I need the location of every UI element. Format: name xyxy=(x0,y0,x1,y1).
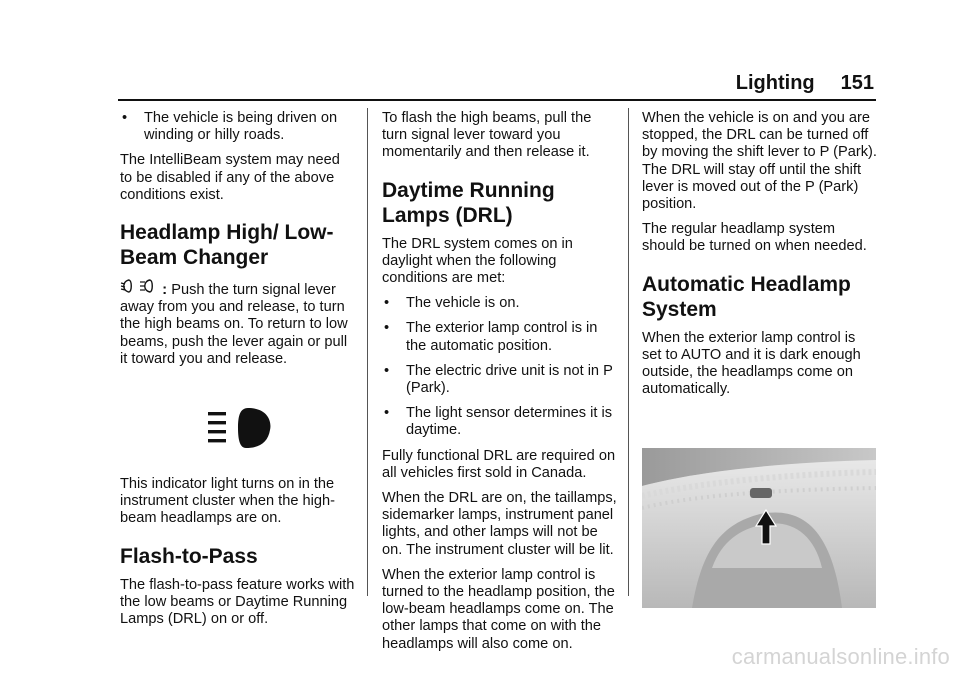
paragraph: When the exterior lamp control is set to AUTO and it is dark enough outside, the headlamps come on automatically. xyxy=(642,329,861,398)
paragraph: When the DRL are on, the taillamps, sidemarker lamps, instrument panel lights, and other lamps will not be on. The instrument cluster will be lit. xyxy=(382,490,617,558)
section-heading: Automatic Headlamp System xyxy=(642,272,851,321)
bullet-symbol: • xyxy=(384,295,390,312)
list-item xyxy=(382,405,618,439)
header-rule xyxy=(118,99,876,101)
bullet-symbol: • xyxy=(122,110,128,126)
list-item xyxy=(382,320,618,354)
list-item xyxy=(120,110,356,144)
column-3 xyxy=(642,110,878,608)
section-title: Lighting xyxy=(735,72,815,94)
bullet-symbol: • xyxy=(384,362,390,379)
icon-separator: : xyxy=(162,281,168,299)
light-sensor-photo xyxy=(642,448,876,608)
page-header xyxy=(736,72,874,95)
list-item-text: The electric drive unit is not in P (Park). xyxy=(406,362,613,397)
page-number: 151 xyxy=(840,72,874,94)
paragraph: When the vehicle is on and you are stopped, the DRL can be turned off by moving the shift lever to P (Park). The DRL will stay off until the shift lever is moved out of the P (Park) position. xyxy=(642,110,877,213)
paragraph: When the exterior lamp control is turned to the headlamp position, the low-beam headlamps come on. The other lamps that come on with the headlamps will also come on. xyxy=(382,566,615,652)
section-heading: Headlamp High/ Low-Beam Changer xyxy=(120,221,334,270)
column-2 xyxy=(382,110,618,661)
headlamp-beam-icon xyxy=(120,281,162,298)
list-item-text: The vehicle is on. xyxy=(406,295,520,312)
paragraph: The flash-to-pass feature works with the low beams or Daytime Running Lamps (DRL) on or off. xyxy=(120,576,355,628)
paragraph xyxy=(120,278,356,368)
bullet-symbol: • xyxy=(384,405,390,422)
list-item-text: The exterior lamp control is in the automatic position. xyxy=(406,320,598,354)
watermark: carmanualsonline.info xyxy=(731,644,950,669)
section-heading: Flash-to-Pass xyxy=(120,544,258,568)
list-item xyxy=(382,295,618,312)
paragraph: The IntelliBeam system may need to be disabled if any of the above conditions exist. xyxy=(120,152,340,203)
list-item-text: The light sensor determines it is daytime. xyxy=(406,405,613,439)
paragraph: To flash the high beams, pull the turn signal lever toward you momentarily and then release it. xyxy=(382,110,592,161)
paragraph: Fully functional DRL are required on all vehicles first sold in Canada. xyxy=(382,447,616,481)
paragraph: The regular headlamp system should be turned on when needed. xyxy=(642,221,867,255)
column-divider xyxy=(367,108,368,596)
bullet-symbol: • xyxy=(384,320,390,337)
list-item-text: The vehicle is being driven on winding or hilly roads. xyxy=(144,110,338,144)
section-heading: Daytime Running Lamps (DRL) xyxy=(382,178,555,227)
high-beam-indicator-icon xyxy=(208,408,272,452)
column-divider xyxy=(628,108,629,596)
list-item xyxy=(382,363,618,397)
paragraph: This indicator light turns on in the instrument cluster when the high-beam headlamps are on. xyxy=(120,476,335,527)
high-beam-indicator-figure xyxy=(120,396,356,466)
paragraph: The DRL system comes on in daylight when the following conditions are met: xyxy=(382,235,573,287)
column-1 xyxy=(120,110,356,636)
paragraph-text: Push the turn signal lever away from you and release, to turn the high beams on. To return to low beams, push the lever again or pull it toward you and release. xyxy=(120,282,348,367)
